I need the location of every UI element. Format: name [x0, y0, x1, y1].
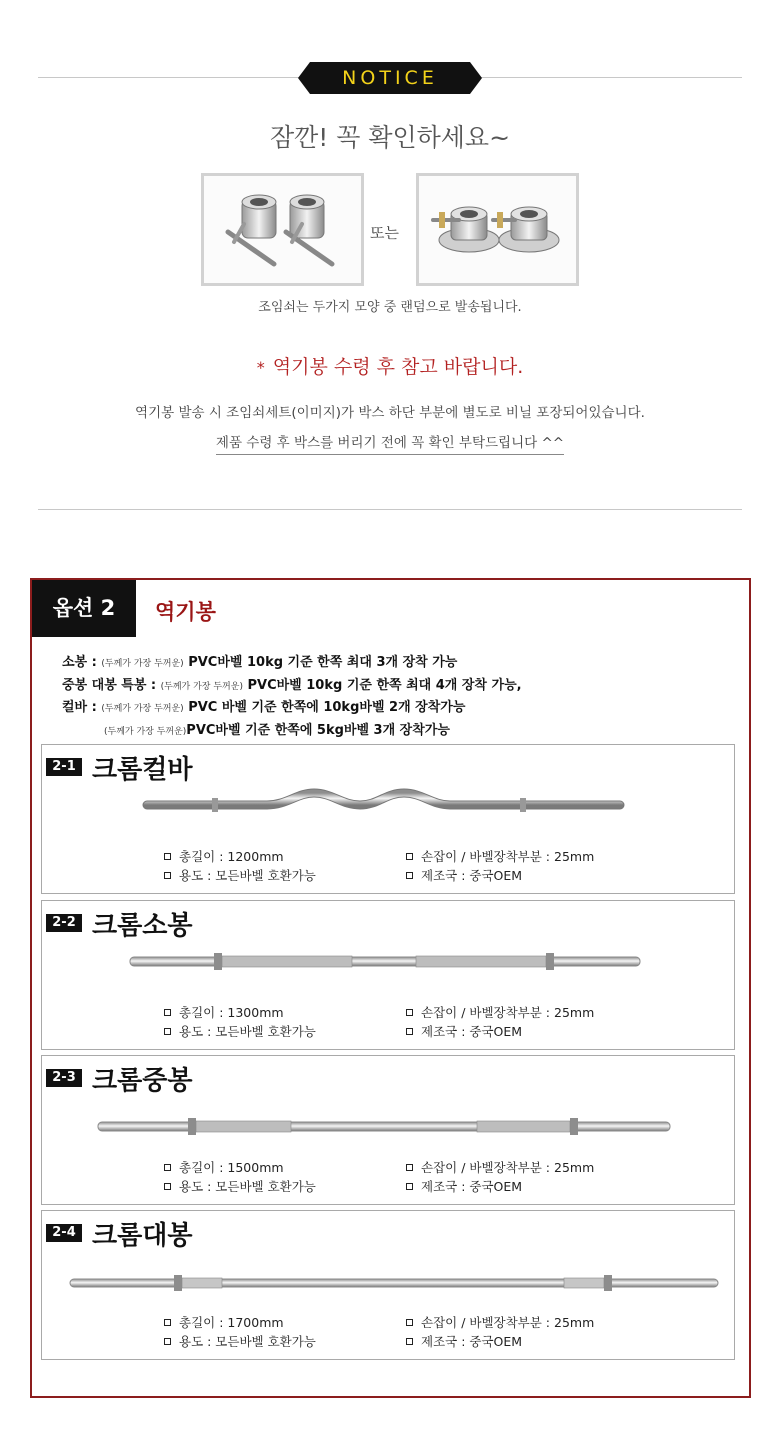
short-bar-image	[42, 941, 736, 981]
bullet-square-icon	[164, 1338, 171, 1345]
product-card	[41, 1055, 735, 1205]
bullet-square-icon	[406, 1028, 413, 1035]
product-usage: 용도 : 모든바벨 호환가능	[164, 866, 316, 884]
bullet-square-icon	[164, 1164, 171, 1171]
product-length: 총길이 : 1300mm	[164, 1003, 284, 1021]
option-title: 역기봉	[155, 600, 216, 624]
product-name: 크롬대봉	[92, 1221, 193, 1251]
product-origin: 제조국 : 중국OEM	[406, 1177, 522, 1195]
product-name: 크롬컬바	[92, 755, 193, 785]
curl-bar-image	[42, 785, 736, 825]
bullet-square-icon	[406, 1009, 413, 1016]
section-divider	[38, 509, 742, 510]
bullet-square-icon	[406, 872, 413, 879]
product-origin: 제조국 : 중국OEM	[406, 1022, 522, 1040]
bullet-square-icon	[164, 853, 171, 860]
notice-banner	[310, 62, 470, 94]
product-code: 2-4	[46, 1224, 82, 1242]
bullet-square-icon	[164, 1028, 171, 1035]
collar-plain-image	[204, 176, 361, 283]
spec-line-1: 소봉 : (두께가 가장 두꺼운) PVC바벨 10kg 기준 한쪽 최대 3개 장착 가능	[62, 655, 458, 670]
product-name: 크롬소봉	[92, 911, 193, 941]
product-grip: 손잡이 / 바벨장착부분 : 25mm	[406, 847, 594, 865]
photo-caption: 조임쇠는 두가지 모양 중 랜덤으로 발송됩니다.	[258, 300, 522, 315]
long-bar-image	[42, 1251, 736, 1291]
product-length: 총길이 : 1200mm	[164, 847, 284, 865]
spec-line-4: (두께가 가장 두꺼운)PVC바벨 기준 한쪽에 5kg바벨 3개 장착가능	[104, 723, 450, 738]
bullet-square-icon	[164, 1319, 171, 1326]
bullet-square-icon	[406, 1338, 413, 1345]
product-code: 2-3	[46, 1069, 82, 1087]
bullet-square-icon	[406, 853, 413, 860]
product-usage: 용도 : 모든바벨 호환가능	[164, 1177, 316, 1195]
product-grip: 손잡이 / 바벨장착부분 : 25mm	[406, 1003, 594, 1021]
bullet-square-icon	[406, 1164, 413, 1171]
photo-or-text: 또는	[370, 224, 399, 242]
option-badge: 옵션 2	[32, 580, 136, 637]
product-card	[41, 1210, 735, 1360]
spec-line-2: 중봉 대봉 특봉 : (두께가 가장 두꺼운) PVC바벨 10kg 기준 한쪽 최대 4개 장착 가능,	[62, 678, 522, 693]
product-code: 2-1	[46, 758, 82, 776]
product-card	[41, 900, 735, 1050]
product-grip: 손잡이 / 바벨장착부분 : 25mm	[406, 1313, 594, 1331]
collar-photo-flanged	[416, 173, 579, 286]
warning-asterisk: *	[256, 358, 265, 377]
product-length: 총길이 : 1500mm	[164, 1158, 284, 1176]
notice-divider-left	[38, 77, 300, 78]
product-grip: 손잡이 / 바벨장착부분 : 25mm	[406, 1158, 594, 1176]
warning-line-2	[0, 431, 780, 451]
product-name: 크롬중봉	[92, 1066, 193, 1096]
warning-line-1: 역기봉 발송 시 조임쇠세트(이미지)가 박스 하단 부분에 별도로 비닐 포장되어있습니다.	[135, 405, 645, 421]
product-card	[41, 744, 735, 894]
notice-banner-text: NOTICE	[342, 67, 438, 89]
product-length: 총길이 : 1700mm	[164, 1313, 284, 1331]
product-usage: 용도 : 모든바벨 호환가능	[164, 1332, 316, 1350]
product-origin: 제조국 : 중국OEM	[406, 866, 522, 884]
bullet-square-icon	[164, 1183, 171, 1190]
spec-line-3: 컬바 : (두께가 가장 두꺼운) PVC 바벨 기준 한쪽에 10kg바벨 2개 장착가능	[62, 700, 466, 715]
collar-photo-plain	[201, 173, 364, 286]
product-code: 2-2	[46, 914, 82, 932]
medium-bar-image	[42, 1096, 736, 1136]
bullet-square-icon	[406, 1319, 413, 1326]
product-origin: 제조국 : 중국OEM	[406, 1332, 522, 1350]
bullet-square-icon	[164, 1009, 171, 1016]
collar-flanged-image	[419, 176, 576, 283]
notice-divider-right	[480, 77, 742, 78]
warning-title	[0, 352, 780, 379]
warning-title-text: 역기봉 수령 후 참고 바랍니다.	[272, 356, 524, 378]
bullet-square-icon	[406, 1183, 413, 1190]
product-usage: 용도 : 모든바벨 호환가능	[164, 1022, 316, 1040]
notice-title: 잠깐! 꼭 확인하세요~	[269, 123, 511, 152]
bullet-square-icon	[164, 872, 171, 879]
warning-line-2-text: 제품 수령 후 박스를 버리기 전에 꼭 확인 부탁드립니다 ^^	[216, 435, 564, 455]
